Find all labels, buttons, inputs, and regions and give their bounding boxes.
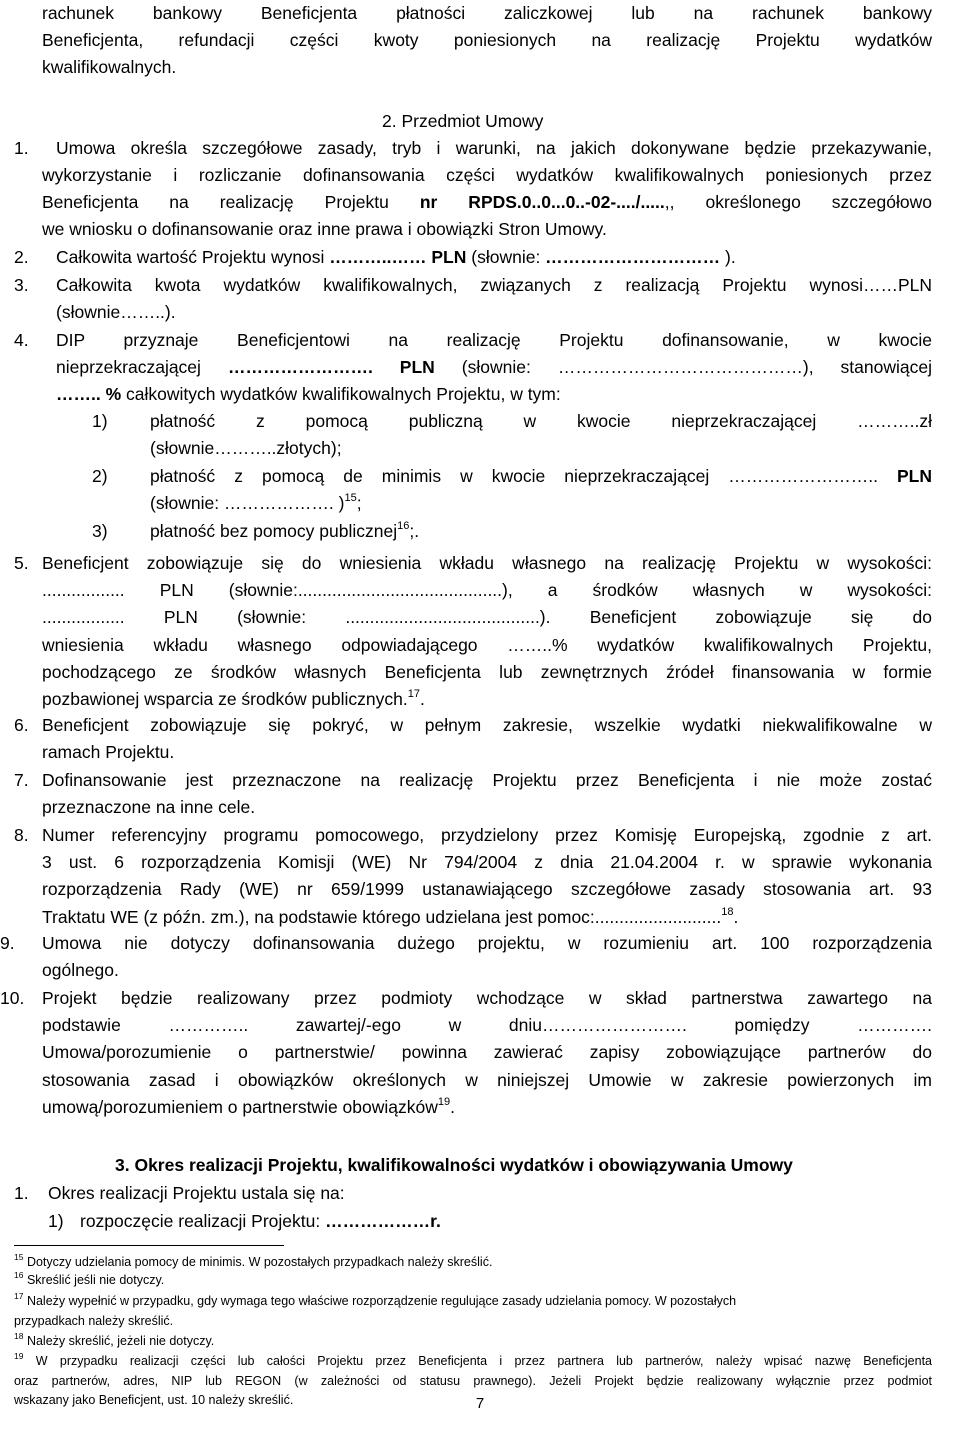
item-5-text: . (420, 689, 425, 710)
item-7-line: Dofinansowanie jest przeznaczone na realizację Projektu przez Beneficjenta i nie może zostać (42, 770, 932, 790)
footnote-ref[interactable]: 18 (721, 905, 734, 918)
item-4-bold: ……………………. PLN (227, 357, 435, 378)
item-10-line: podstawie ………….. zawartej/-ego w dniu……………………. pomiędzy …………. (42, 1015, 932, 1036)
subitem-text: płatność bez pomocy publicznej (150, 521, 398, 541)
item-8-line: 3 ust. 6 rozporządzenia Komisji (WE) Nr 794/2004 z dnia 21.04.2004 r. w sprawie wykonania (42, 852, 932, 873)
footnote-marker: 17 (14, 1290, 24, 1301)
item-8 (42, 822, 932, 931)
item-7-line: przeznaczone na inne cele. (42, 797, 256, 818)
item-9-line: ogólnego. (42, 960, 119, 981)
item-4-line: DIP przyznaje Beneficjentowi na realizację Projektu dofinansowanie, w kwocie (56, 330, 932, 350)
footnote-marker: 16 (14, 1269, 24, 1280)
section-3-heading: 3. Okres realizacji Projektu, kwalifikowalności wydatków i obowiązywania Umowy (115, 1155, 793, 1175)
item-3-cont (56, 299, 932, 326)
footnote-text: Należy skreślić, jeżeli nie dotyczy. (26, 1334, 215, 1348)
item-2 (56, 244, 932, 271)
subitem-line (150, 490, 932, 517)
item-8-line (42, 904, 932, 931)
footnote-text: W przypadku realizacji części lub całości Projektu przez Beneficjenta i przez partnera lub partnerów, należy wpisać nazwę Beneficjenta (35, 1354, 932, 1368)
subitem-text: ;. (409, 521, 420, 541)
item-8-line: Numer referencyjny programu pomocowego, przydzielony przez Komisję Europejską, zgodnie z art. (42, 825, 932, 845)
footnote-ref[interactable]: 19 (437, 1095, 451, 1108)
page-number: 7 (475, 1395, 485, 1412)
item-9-line: Umowa nie dotyczy dofinansowania dużego projektu, w rozumieniu art. 100 rozporządzenia (42, 933, 932, 953)
item-1-line: wykorzystanie i rozliczanie dofinansowania części wydatków kwalifikowalnych poniesionych przez (42, 165, 932, 185)
intro-paragraph (42, 0, 932, 82)
item-3-line: (słownie……..). (56, 302, 176, 322)
subitem-text: ; (356, 493, 362, 514)
item-2-text: (słownie: (466, 247, 546, 267)
footnote-16 (14, 1271, 932, 1291)
item-5-line (42, 686, 932, 713)
item-4-text: całkowitych wydatków kwalifikowalnych Projektu, w tym: (121, 384, 561, 405)
section-2-heading: 2. Przedmiot Umowy (382, 111, 544, 131)
item-number: 1. (14, 1183, 29, 1203)
item-number: 6. (14, 715, 29, 735)
item-number: 10. (0, 988, 25, 1008)
footnote-marker: 15 (14, 1251, 24, 1262)
footnote-text: przypadkach należy skreślić. (14, 1313, 174, 1328)
item-1-line3 (42, 189, 932, 216)
section-3-subitem-1 (80, 1208, 932, 1235)
item-2-bold: ………..…… PLN (329, 247, 467, 267)
item-10 (42, 985, 932, 1121)
item-10-line (42, 1094, 932, 1121)
project-number: nr RPDS.0..0...0..-02-..../..... (419, 192, 665, 213)
item-4-bold: …….. % (56, 384, 122, 405)
item-7 (42, 767, 932, 821)
footnote-ref[interactable]: 17 (407, 688, 420, 701)
item-number: 7. (14, 770, 29, 790)
item-1-text: ,, określonego szczegółowo (664, 192, 932, 213)
subitem-text: płatność z pomocą de minimis w kwocie nieprzekraczającej …………………….. (150, 466, 878, 486)
item-number: 2. (14, 247, 29, 267)
subitem-number: 1) (48, 1211, 64, 1231)
item-2-text: ). (720, 247, 736, 267)
item-1-line: we wniosku o dofinansowanie oraz inne prawa i obowiązki Stron Umowy. (42, 219, 607, 240)
subitem-2 (150, 463, 932, 517)
footnote-divider (14, 1245, 284, 1246)
intro-line: rachunek bankowy Beneficjenta płatności zaliczkowej lub na rachunek bankowy (42, 3, 932, 23)
item-8-text: . (733, 906, 739, 927)
section-3-item-1: Okres realizacji Projektu ustala się na: (48, 1183, 345, 1203)
item-5-line: pochodzącego ze środków własnych Beneficjenta lub zewnętrznych źródeł finansowania w formie (42, 661, 932, 682)
item-1-text: Beneficjenta na realizację Projektu (42, 192, 420, 213)
item-5-line: ................. PLN (słownie: ........................................). Beneficjent zobowiązuje się do (42, 607, 932, 628)
subitem-bold: ………………r. (325, 1211, 441, 1231)
subitem-number: 3) (92, 521, 108, 541)
item-2-bold: ………………………… (545, 247, 721, 267)
item-number: 1. (14, 138, 29, 158)
item-number: 3. (14, 275, 29, 295)
item-8-text: Traktatu WE (z późn. zm.), na podstawie którego udzielana jest pomoc:.......................... (42, 906, 722, 927)
item-1-cont (42, 162, 932, 244)
footnote-ref[interactable]: 16 (397, 520, 410, 533)
item-9 (42, 930, 932, 984)
item-6-line: ramach Projektu. (42, 742, 175, 763)
footnote-marker: 19 (14, 1350, 24, 1361)
item-6 (42, 712, 932, 766)
subitem-line: płatność z pomocą publiczną w kwocie nieprzekraczającej ………..zł (150, 411, 932, 431)
item-number: 4. (14, 330, 29, 350)
item-number: 9. (0, 933, 15, 953)
subitem-bold: PLN (877, 466, 932, 486)
item-5-line: wniesienia wkładu własnego odpowiadającego ……..% wydatków kwalifikowalnych Projektu, (42, 634, 932, 655)
item-4-line (56, 354, 932, 381)
item-10-text: umową/porozumieniem o partnerstwie obowiązków (42, 1096, 438, 1117)
item-1 (56, 135, 932, 162)
intro-line: kwalifikowalnych. (42, 57, 177, 78)
item-5-text: pozbawionej wsparcia ze środków publicznych. (42, 689, 408, 710)
item-4-text: (słownie: ……………………………………), stanowiącej (434, 357, 932, 378)
item-10-line: Projekt będzie realizowany przez podmioty wchodzące w skład partnerstwa zawartego na (42, 988, 932, 1008)
item-number: 5. (14, 553, 29, 573)
item-4 (56, 327, 932, 409)
footnote-17 (14, 1292, 932, 1331)
item-4-text: nieprzekraczającej (56, 357, 228, 378)
item-6-line: Beneficjent zobowiązuje się pokryć, w pełnym zakresie, wszelkie wydatki niekwalifikowalne w (42, 715, 932, 735)
item-10-line: Umowa/porozumienie o partnerstwie/ powinna zawierać zapisy zobowiązujące partnerów do (42, 1042, 932, 1063)
subitem-line (150, 463, 932, 490)
item-10-line: stosowania zasad i obowiązków określonych w niniejszej Umowie w zakresie powierzonych im (42, 1069, 932, 1090)
subitem-number: 1) (92, 411, 108, 431)
subitem-text: rozpoczęcie realizacji Projektu: (80, 1211, 326, 1231)
subitem-3 (150, 518, 932, 545)
footnote-text: Dotyczy udzielania pomocy de minimis. W pozostałych przypadkach należy skreślić. (26, 1255, 493, 1269)
item-3-line: Całkowita kwota wydatków kwalifikowalnych, związanych z realizacją Projektu wynosi……PLN (56, 275, 932, 295)
subitem-number: 2) (92, 466, 108, 486)
item-10-text: . (450, 1096, 456, 1117)
item-5 (42, 550, 932, 713)
item-2-text: Całkowita wartość Projektu wynosi (56, 247, 330, 267)
footnote-marker: 18 (14, 1330, 24, 1341)
subitem-line: (słownie………..złotych); (150, 438, 342, 459)
footnote-text: wskazany jako Beneficjent, ust. 10 należy skreślić. (14, 1393, 294, 1407)
footnote-ref[interactable]: 15 (344, 492, 357, 505)
item-4-line (56, 381, 932, 408)
footnote-text: oraz partnerów, adres, NIP lub REGON (w zależności od statusu prawnego). Jeżeli Projekt będzie realizowany wyłącznie przez podmiot (14, 1373, 932, 1388)
intro-line: Beneficjenta, refundacji części kwoty poniesionych na realizację Projektu wydatków (42, 30, 932, 51)
item-1-line: Umowa określa szczegółowe zasady, tryb i warunki, na jakich dokonywane będzie przekazywanie, (56, 138, 932, 158)
subitem-1 (150, 408, 932, 462)
footnote-text: Skreślić jeśli nie dotyczy. (26, 1273, 165, 1287)
item-5-line: ................. PLN (słownie:..........................................), a środków własnych w wysokości: (42, 580, 932, 601)
item-8-line: rozporządzenia Rady (WE) nr 659/1999 ustanawiającego szczegółowe zasady stosowania art. 93 (42, 879, 932, 900)
footnote-15 (14, 1253, 932, 1273)
item-5-line: Beneficjent zobowiązuje się do wniesienia wkładu własnego na realizację Projektu w wysokości: (42, 553, 932, 573)
item-3 (56, 272, 932, 299)
footnote-text: Należy wypełnić w przypadku, gdy wymaga tego właściwe rozporządzenie regulujące zasady udzielania pomocy. W pozostałych (26, 1294, 737, 1308)
subitem-text: (słownie: ………………. ) (150, 493, 345, 514)
footnote-18 (14, 1332, 932, 1352)
item-number: 8. (14, 825, 29, 845)
